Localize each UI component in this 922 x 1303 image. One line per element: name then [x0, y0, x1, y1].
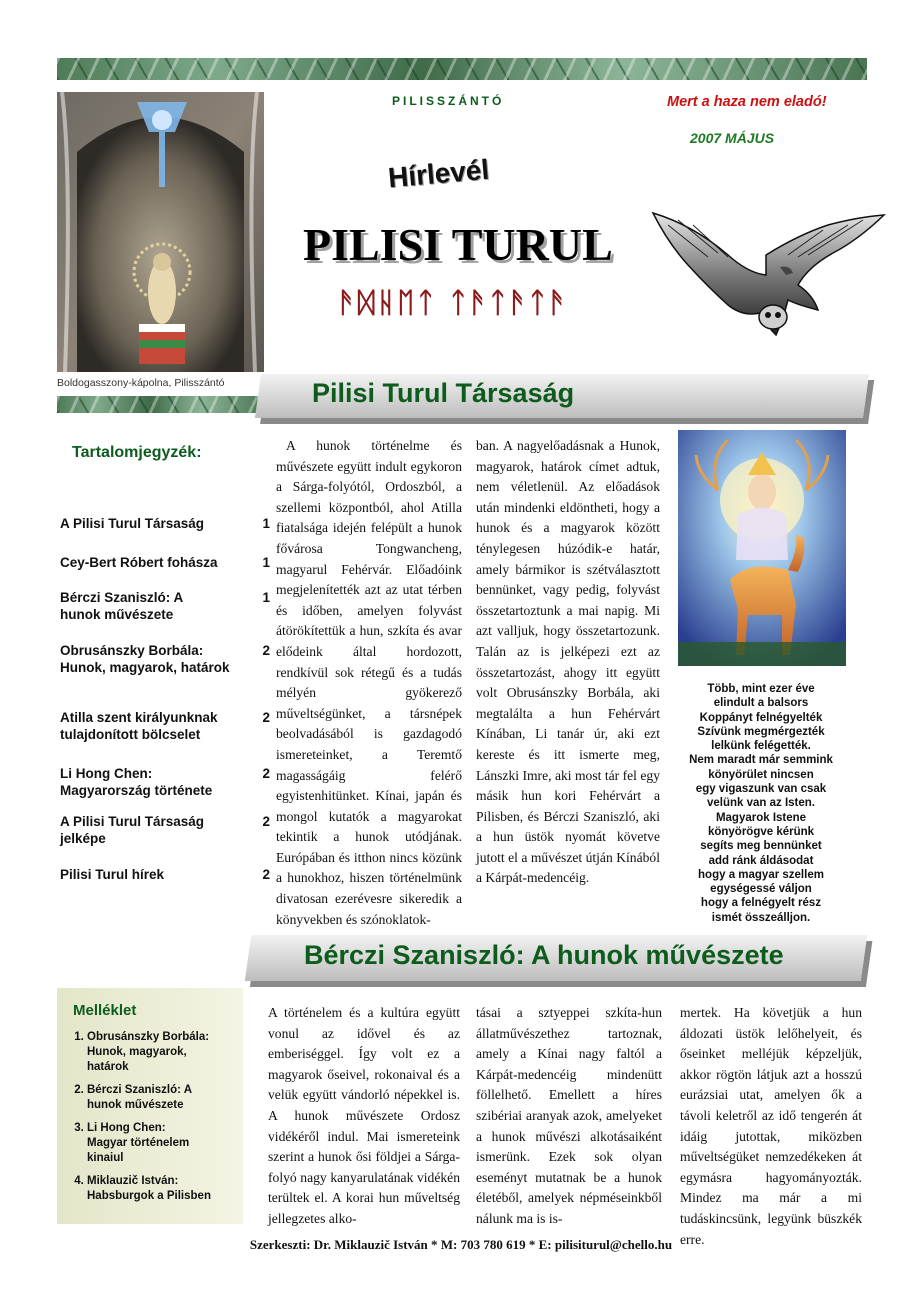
- article2-column-1: [268, 1003, 460, 1230]
- toc-item-page: 2: [262, 766, 270, 781]
- poem-line: add ránk áldásodat: [708, 854, 814, 867]
- poem-line: ismét összeálljon.: [711, 911, 811, 924]
- toc-item[interactable]: [60, 515, 270, 532]
- section-heading-2: Bérczi Szaniszló: A hunok művészete: [304, 940, 784, 970]
- footer-contact: Szerkeszti: Dr. Miklauzič István * M: 703 780 619 * E: pilisiturul@chello.hu: [249, 1237, 673, 1252]
- poem-line: Szívünk megmérgezték: [697, 725, 825, 738]
- poem: [676, 682, 846, 925]
- motto: Mert a haza nem eladó!: [667, 94, 827, 110]
- article2-text-1: A történelem és a kultúra együtt vonul az idővel és az emberiséggel. Így volt ez a magyarok őseivel, rokonaival és a velük együtt vándorló népekkel is. A hunok művészete Ordosz vidékéről indul. Mai ismereteink szerint a hunok ősi földjei a Sárga-folyó nagy kanyarulatának vidékén terültek el. A korai hun műveltség jellegzetes alko-: [268, 1005, 460, 1226]
- poem-line: hogy a felnégyelt rész: [700, 897, 822, 910]
- toc-item[interactable]: [60, 554, 270, 571]
- toc-item-title: Obrusánszky Borbála: Hunok, magyarok, határok: [60, 643, 230, 675]
- attachment-list: [57, 1030, 265, 1212]
- toc-item[interactable]: [60, 765, 270, 799]
- article1-column-1: [276, 436, 462, 930]
- toc-item-page: 1: [262, 516, 270, 531]
- runic-subtitle: ᚫᛞᚺᛖᛏ ᛏᚫᛏᚫᛏᚫ: [338, 286, 569, 319]
- toc-item-page: 2: [262, 643, 270, 658]
- toc-item[interactable]: [60, 709, 270, 743]
- poem-line: könyörület nincsen: [708, 768, 814, 781]
- poem-line: Magyarok Istene: [715, 811, 807, 824]
- article1-text-1: A hunok történelme és művészete együtt indult egykoron a Sárga-folyótól, Ordoszból, a szellemi központból, ahol Atilla fiatalsága idején felépült a hunok fővárosa Tongwancheng, magyarul Fehérvár. Előadóink megjelenítették azt az utat térben és időben, amelyen folyvást átörökítettük a hun, szkíta és avar elődeink által hordozott, rendkívül sok rétegű és a tudás mélyén gyökerező műveltségünket, a társnépek beolvadásából is gazdagodó ismereteinket, a Teremtő magasságáig felérő egyistenhitünket. Kínai, japán és mongol kutatók a magyarokat tekintik a hunok utódjának. Európában és itthon nincs közünk a hunokhoz, hiszen történelmünk divatosan ezerévesre sikeredik a könyvekben és szónoklatok-: [276, 438, 462, 927]
- toc-item[interactable]: [60, 866, 270, 883]
- town-name: PILISSZÁNTÓ: [392, 94, 505, 108]
- attachment-heading: Melléklet: [73, 1002, 137, 1019]
- attachment-box: [57, 988, 243, 1224]
- left-decorative-bar: [57, 396, 264, 413]
- article2-column-2: [476, 1003, 662, 1230]
- issue-date: 2007 MÁJUS: [690, 130, 775, 146]
- article1-column-2: [476, 436, 660, 889]
- toc-item[interactable]: [60, 589, 270, 623]
- poem-line: lelkünk felégették.: [711, 740, 811, 753]
- turul-eagle-logo: [648, 195, 888, 345]
- poem-line: velünk van az Isten.: [706, 797, 815, 810]
- attachment-item[interactable]: 2. Bérczi Szaniszló: A hunok művészete: [87, 1083, 215, 1113]
- chapel-photo-image: [57, 92, 264, 372]
- toc-item-title: A Pilisi Turul Társaság jelképe: [60, 814, 205, 846]
- poem-line: egy vigaszunk van csak: [695, 783, 827, 796]
- chapel-photo: [57, 92, 264, 372]
- attachment-item[interactable]: 1. Obrusánszky Borbála: Hunok, magyarok, határok: [87, 1030, 215, 1075]
- toc-item-title: Pilisi Turul hírek: [60, 867, 165, 882]
- poem-line: Nem maradt már semmink: [689, 754, 833, 767]
- toc-item-page: 2: [262, 867, 270, 882]
- toc-item-page: 2: [262, 814, 270, 829]
- toc-item-page: 1: [262, 555, 270, 570]
- poem-line: hogy a magyar szellem: [698, 868, 824, 881]
- article1-text-2: ban. A nagyelőadásnak a Hunok, magyarok, határok címet adtuk, nem véletlenül. Az előadások után mindenki eldöntheti, hogy a hunok és a magyarok között ténylegesen húzódik-e határ, amely bármikor is szétválasztott bennünket, vagy pedig, folyvást összetartoztunk a mai napig. Mi azt valljuk, hogy összetartozunk. Talán az is jelképezi ezt az összetartozást, ahogy itt együtt volt Obrusánszky Borbála, aki megtalálta a hun Fehérvárt Kínában, Li tanár úr, aki ezt kereste és itt ismerte meg, Lánszki Imre, aki most tár fel egy másik hun kori Fehérvárt a Pilisben, és Bérczi Szaniszló, aki a hun üstök nyomát követve jutott el a művészet útján Kínából a Kárpát-medencéig.: [476, 438, 660, 886]
- attachment-item[interactable]: 3. Li Hong Chen: Magyar történelem kinaiul: [87, 1121, 207, 1166]
- top-decorative-bar: [57, 58, 867, 80]
- article2-text-2: tásai a sztyeppei szkíta-hun állatművészethez tartoznak, amely a Kínai nagy faltól a Kárpát-medencéig mindenütt föllelhető. Emellett a híres szibériai aranyak azok, amelyeket a hunok művészi alkotásaiként ismerünk. Ezek sok olyan eseményt mutatnak be a hunok életéből, amelyek népméseinkből nálunk ma is is-: [476, 1005, 662, 1226]
- toc-item-title: Li Hong Chen: Magyarország története: [60, 766, 213, 798]
- newsletter-word: Hírlevél: [386, 153, 491, 194]
- toc-heading: Tartalomjegyzék:: [72, 444, 202, 461]
- poem-line: Több, mint ezer éve: [707, 683, 815, 695]
- poem-line: könyörögve kérünk: [707, 825, 815, 838]
- toc-item-page: 1: [262, 590, 270, 605]
- goddess-stag-painting: [678, 430, 846, 666]
- toc-item-title: Atilla szent királyunknak tulajdonított bölcselet: [60, 710, 218, 742]
- poem-line: elindult a balsors: [713, 697, 809, 710]
- poem-line: egységessé váljon: [710, 883, 812, 896]
- newsletter-title: PILISI TURUL: [303, 219, 613, 270]
- poem-line: segíts meg bennünket: [700, 840, 822, 853]
- poem-line: Koppányt felnégyelték: [699, 711, 823, 724]
- toc-item-title: Bérczi Szaniszló: A hunok művészete: [60, 590, 183, 622]
- toc-item-page: 2: [262, 710, 270, 725]
- toc-item[interactable]: [60, 813, 270, 847]
- toc-item-title: A Pilisi Turul Társaság: [60, 516, 205, 531]
- photo-caption: Boldogasszony-kápolna, Pilisszántó: [57, 377, 225, 389]
- section-heading-1: Pilisi Turul Társaság: [312, 378, 575, 408]
- article2-text-3: mertek. Ha követjük a hun áldozati üstök lelőhelyeit, és őseinket melléjük képzeljük, akkor rögtön látjuk azt a hosszú eurázsiai utat, amelyen ők a távoli keletről az idő tengerén át idáig jutottak, miközben műveltségüket nemzedékeken át egymásra hagyományozták. Mindez ma már a mi tudáskincsünk, legyünk büszkék erre.: [680, 1005, 862, 1247]
- article2-column-3: [680, 1003, 862, 1250]
- attachment-item[interactable]: 4. Miklauzič István: Habsburgok a Pilisben: [87, 1174, 227, 1204]
- toc-item[interactable]: [60, 642, 270, 676]
- toc-item-title: Cey-Bert Róbert fohásza: [60, 555, 218, 570]
